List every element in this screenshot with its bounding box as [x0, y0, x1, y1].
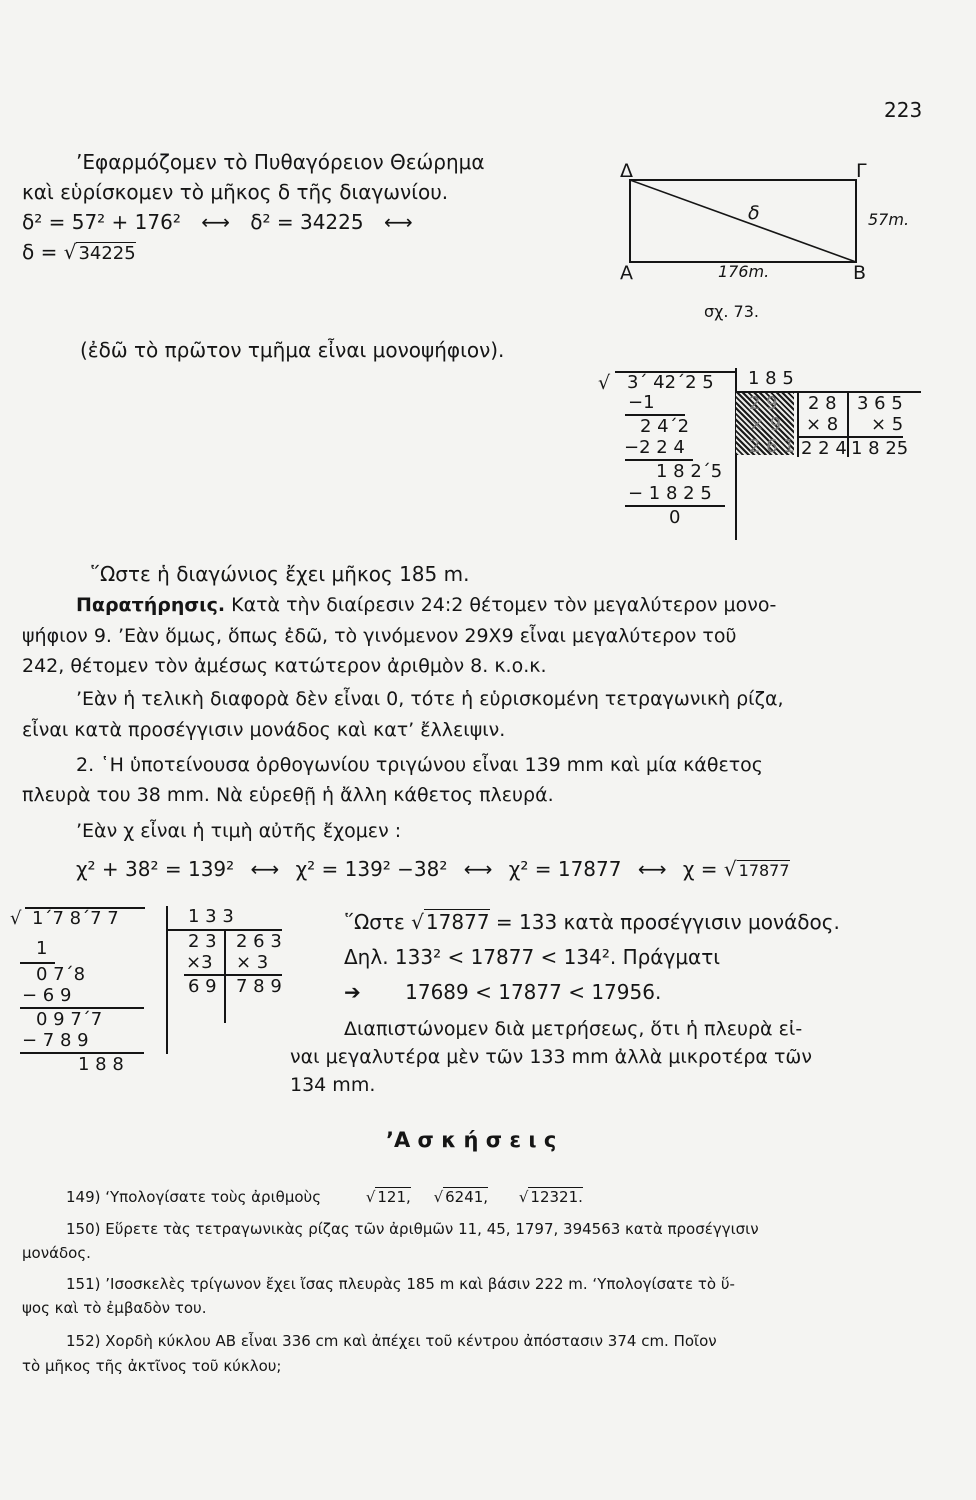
exercise-149-text: 149) ‘Υπολογίσατε τοὺς ἀριθμοὺς: [66, 1188, 322, 1206]
implies-arrow-icon: ➔: [344, 980, 361, 1004]
exercise-151-line-1: 151) ’Ισοσκελὲς τρίγωνον ἔχει ἴσας πλευρὰς 185 m καὶ βάσιν 222 m. ‘Υπολογίσατε τὸ ὕ-: [66, 1275, 735, 1293]
eq1-right: δ² = 34225: [250, 210, 364, 234]
result2-line-4: Διαπιστώνομεν διὰ μετρήσεως, ὅτι ἡ πλευρὰ εἰ-: [344, 1018, 803, 1040]
observation-text: Κατὰ τὴν διαίρεσιν 24:2 θέτομεν τὸν μεγαλύτερον μονο-: [231, 594, 777, 616]
exercise-149: 149) ‘Υπολογίσατε τοὺς ἀριθμοὺς √ 121, √ 6241, √ 12321.: [66, 1188, 583, 1206]
calc1-step: −2 2 4: [624, 437, 685, 458]
result2-line-6: 134 mm.: [290, 1074, 376, 1096]
trial: 2 2 4: [801, 438, 847, 459]
sqrt-sign-2: √: [10, 908, 22, 929]
example2-line-1: 2. ῾Η ὑποτείνουσα ὀρθογωνίου τριγώνου εἶναι 139 mm καὶ μία κάθετος: [76, 754, 763, 776]
trial: 6 9: [188, 976, 217, 997]
eq-d-radicand: 17877: [738, 861, 790, 880]
result2-inequality: 17689 < 17877 < 17956.: [405, 980, 662, 1004]
trial: 2 8: [808, 393, 837, 414]
exercise-152-line-2: τὸ μῆκος τῆς ἀκτῖνος τοῦ κύκλου;: [22, 1357, 282, 1375]
trial-crossed: × 9: [749, 414, 782, 435]
corner-delta: Δ: [620, 160, 633, 182]
calc1-step: − 1 8 2 5: [628, 483, 712, 504]
eq-d: χ = √: [682, 857, 737, 881]
observation-label: Παρατήρησις.: [76, 594, 226, 616]
radicand: 34225: [78, 243, 136, 264]
equivalence-arrow-icon: ⟷: [250, 857, 280, 881]
observation-line-5: εἶναι κατὰ προσέγγισιν μονάδος καὶ κατ’ ἔλλειψιν.: [22, 719, 506, 741]
calc2-step: − 7 8 9: [22, 1030, 89, 1051]
radicand-2: 1΄7 8΄7 7: [32, 908, 119, 929]
side-height-label: 57m.: [868, 210, 910, 229]
sqrt-sign-1: √: [598, 372, 611, 394]
trial: 3 6 5: [857, 393, 903, 414]
intro-line-2: καὶ εὑρίσκομεν τὸ μῆκος δ τῆς διαγωνίου.: [22, 180, 449, 204]
eq-c: χ² = 17877: [508, 857, 622, 881]
example2-line-2: πλευρὰ του 38 mm. Νὰ εὑρεθῇ ἡ ἄλλη κάθετος πλευρά.: [22, 784, 554, 806]
corner-beta: Β: [853, 262, 867, 284]
corner-gamma: Γ: [856, 160, 867, 182]
trial: 1 8 25: [851, 438, 909, 459]
result2-suffix: = 133 κατὰ προσέγγισιν μονάδος.: [489, 910, 840, 934]
example2-equation-chain: [76, 857, 790, 881]
diagonal-line: [630, 180, 856, 262]
side-width-label: 176m.: [718, 262, 770, 281]
exercise-150-line-2: μονάδος.: [22, 1244, 91, 1262]
figure-caption: σχ. 73.: [704, 302, 759, 321]
exercise-151-line-2: ψος καὶ τὸ ἐμβαδὸν του.: [22, 1299, 207, 1317]
calc1-step: 0: [669, 507, 681, 528]
trial: × 8: [806, 414, 839, 435]
trial: × 5: [871, 414, 904, 435]
exercises-title: ’Α σ κ ή σ ε ι ς: [386, 1128, 557, 1152]
exercise-149-root-2: 6241,: [445, 1188, 489, 1206]
observation-line-2: ψήφιον 9. ’Εὰν ὅμως, ὅπως ἐδῶ, τὸ γινόμενον 29Χ9 εἶναι μεγαλύτερον τοῦ: [22, 625, 737, 647]
calc1-step: −1: [628, 392, 655, 413]
root-1: 1 8 5: [748, 368, 794, 389]
diagonal-label: δ: [748, 202, 760, 224]
equivalence-arrow-icon: ⟷: [201, 210, 230, 234]
calc1-step: 2 4΄2: [640, 416, 690, 437]
trial: 7 8 9: [236, 976, 282, 997]
trial-crossed: 2 9: [749, 393, 778, 414]
eq1-left: δ² = 57² + 176²: [22, 210, 181, 234]
sqrt-sign: δ = √: [22, 240, 77, 264]
corner-alpha: Α: [620, 262, 633, 284]
observation-line-1: [76, 594, 776, 616]
exercise-149-root-3: 12321.: [530, 1188, 583, 1206]
eq-b: χ² = 139² −38²: [295, 857, 448, 881]
equation-diagonal-squared: [22, 210, 413, 234]
calc1-step: 1 8 2΄5: [656, 461, 723, 482]
root-2: 1 3 3: [188, 906, 234, 927]
trial: × 3: [236, 952, 269, 973]
trial: 2 6 3: [236, 931, 282, 952]
radicand-1: 3΄ 42΄2 5: [627, 372, 714, 393]
result2-line-2: Δηλ. 133² < 17877 < 134². Πράγματι: [344, 945, 721, 969]
result-diagonal: ῞Ωστε ἡ διαγώνιος ἔχει μῆκος 185 m.: [90, 562, 470, 586]
result2-line-1: [344, 910, 840, 934]
exercise-149-root-1: 121,: [377, 1188, 411, 1206]
note-first-segment: (ἐδῶ τὸ πρῶτον τμῆμα εἶναι μονοψήφιον).: [80, 338, 505, 362]
observation-line-4: ’Εὰν ἡ τελικὴ διαφορὰ δὲν εἶναι 0, τότε ἡ εὑρισκομένη τετραγωνικὴ ρίζα,: [76, 688, 784, 710]
result2-prefix: ῞Ωστε √: [344, 910, 424, 934]
trial: ×3: [186, 952, 213, 973]
eq-a: χ² + 38² = 139²: [76, 857, 235, 881]
calc2-step: − 6 9: [22, 985, 72, 1006]
result2-radicand: 17877: [425, 910, 490, 934]
result2-line-5: ναι μεγαλυτέρα μὲν τῶν 133 mm ἀλλὰ μικροτέρα τῶν: [290, 1046, 812, 1068]
page-number: 223: [884, 98, 923, 122]
trial: 2 3: [188, 931, 217, 952]
calc2-step: 0 9 7΄7: [36, 1009, 103, 1030]
example2-line-3: ’Εὰν χ εἶναι ἡ τιμὴ αὐτῆς ἔχομεν :: [76, 820, 402, 842]
observation-line-3: 242, θέτομεν τὸν ἀμέσως κατώτερον ἀριθμὸν 8. κ.ο.κ.: [22, 655, 547, 677]
equation-diagonal-root: [22, 240, 136, 264]
exercise-150-line-1: 150) Εὕρετε τὰς τετραγωνικὰς ρίζας τῶν ἀριθμῶν 11, 45, 1797, 394563 κατὰ προσέγγισιν: [66, 1220, 759, 1238]
rectangle-figure: [600, 158, 930, 338]
exercise-152-line-1: 152) Χορδὴ κύκλου ΑΒ εἶναι 336 cm καὶ ἀπέχει τοῦ κέντρου ἀπόστασιν 374 cm. Ποῖον: [66, 1332, 717, 1350]
calc2-step: 1: [36, 938, 48, 959]
intro-line-1: ’Εφαρμόζομεν τὸ Πυθαγόρειον Θεώρημα: [76, 150, 485, 174]
calc2-step: 0 7΄8: [36, 964, 86, 985]
equivalence-arrow-icon: ⟷: [463, 857, 493, 881]
calc2-step: 1 8 8: [78, 1054, 124, 1075]
result2-line-3: [344, 980, 661, 1004]
trial-crossed: 2 6 1: [749, 436, 795, 457]
equivalence-arrow-icon: ⟷: [637, 857, 667, 881]
equivalence-arrow-icon-2: ⟷: [383, 210, 413, 234]
